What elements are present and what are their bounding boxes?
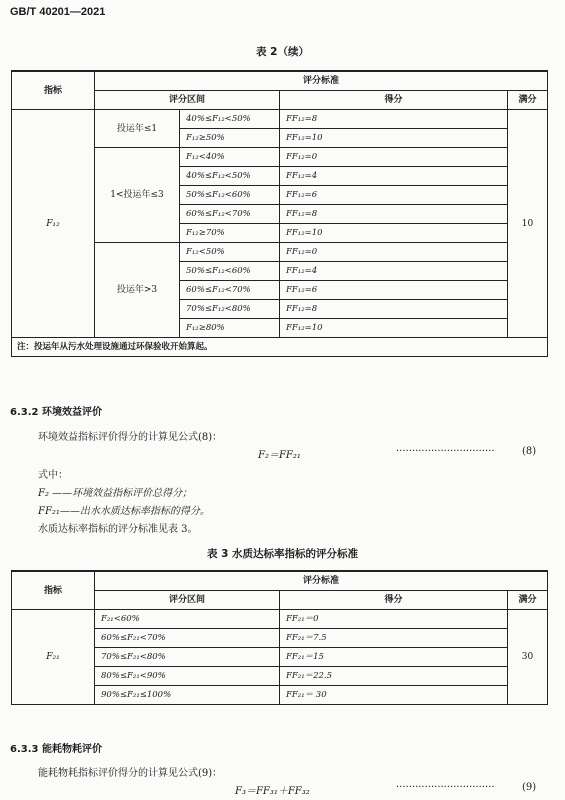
section-633-title: 6.3.3 能耗物耗评价 (10, 744, 102, 755)
table2-indicator: F₁₂ (12, 110, 95, 338)
equation-number-9: (9) (522, 782, 537, 793)
table3-reference: 水质达标率指标的评分标准见表 3。 (38, 524, 198, 535)
formula-9: F₃＝FF₃₁＋FF₃₂ (235, 786, 310, 797)
group-label: 投运年>3 (95, 243, 180, 338)
range-cell: 50%≤F₁₂<60% (180, 186, 280, 205)
score-cell: FF₂₁＝0 (280, 610, 508, 629)
score-cell: FF₁₂=10 (280, 224, 508, 243)
table2-full-score: 10 (508, 110, 548, 338)
score-cell: FF₂₁＝ 30 (280, 686, 508, 705)
table2-h-score: 得分 (280, 91, 508, 110)
score-cell: FF₁₂=4 (280, 167, 508, 186)
equation-number-8: (8) (522, 446, 537, 457)
table3-h-range: 评分区间 (95, 591, 280, 610)
table-row (12, 610, 548, 629)
range-cell: 40%≤F₁₂<50% (180, 110, 280, 129)
score-cell: FF₁₂=10 (280, 319, 508, 338)
range-cell: 60%≤F₁₂<70% (180, 281, 280, 300)
table2-caption: 表 2（续） (256, 46, 309, 58)
table2-note-row (12, 338, 548, 357)
standard-number: GB/T 40201—2021 (10, 6, 106, 18)
table2-h-criteria: 评分标准 (95, 71, 548, 91)
range-cell: F₁₂≥70% (180, 224, 280, 243)
section-633-intro: 能耗物耗指标评价得分的计算见公式(9)： (38, 768, 223, 779)
score-cell: FF₁₂=4 (280, 262, 508, 281)
table2 (11, 70, 548, 357)
table3-h-indicator: 指标 (12, 571, 95, 610)
score-cell: FF₁₂=6 (280, 186, 508, 205)
where-label: 式中： (38, 470, 68, 481)
score-cell: FF₁₂=6 (280, 281, 508, 300)
table2-h-range: 评分区间 (95, 91, 280, 110)
table3-h-full: 满分 (508, 591, 548, 610)
table3-h-score: 得分 (280, 591, 508, 610)
table3-header-row (12, 571, 548, 591)
dot-leader-9: ······························· (396, 782, 495, 793)
score-cell: FF₁₂=10 (280, 129, 508, 148)
table2-h-indicator: 指标 (12, 71, 95, 110)
range-cell: F₁₂<50% (180, 243, 280, 262)
dot-leader-8: ······························· (396, 446, 495, 457)
group-label: 投运年≤1 (95, 110, 180, 148)
table2-note: 注：投运年从污水处理设施通过环保验收开始算起。 (12, 338, 548, 357)
definition-f2: F₂ ——环境效益指标评价总得分； (38, 488, 193, 499)
score-cell: FF₁₂=8 (280, 110, 508, 129)
table3-h-criteria: 评分标准 (95, 571, 548, 591)
table2-h-full: 满分 (508, 91, 548, 110)
score-cell: FF₂₁＝7.5 (280, 629, 508, 648)
section-632-title: 6.3.2 环境效益评价 (10, 407, 102, 418)
score-cell: FF₂₁＝15 (280, 648, 508, 667)
range-cell: 70%≤F₂₁<80% (95, 648, 280, 667)
range-cell: 60%≤F₂₁<70% (95, 629, 280, 648)
table2-header-row (12, 71, 548, 91)
range-cell: 90%≤F₂₁≤100% (95, 686, 280, 705)
range-cell: 70%≤F₁₂<80% (180, 300, 280, 319)
formula-8: F₂＝FF₂₁ (258, 450, 301, 461)
table-row (12, 110, 548, 129)
score-cell: FF₂₁＝22.5 (280, 667, 508, 686)
range-cell: F₁₂<40% (180, 148, 280, 167)
range-cell: 50%≤F₁₂<60% (180, 262, 280, 281)
table3-indicator: F₂₁ (12, 610, 95, 705)
table3-full-score: 30 (508, 610, 548, 705)
range-cell: 60%≤F₁₂<70% (180, 205, 280, 224)
range-cell: F₁₂≥80% (180, 319, 280, 338)
score-cell: FF₁₂=8 (280, 300, 508, 319)
table3-caption: 表 3 水质达标率指标的评分标准 (206, 548, 359, 560)
table3 (11, 570, 548, 705)
section-632-intro: 环境效益指标评价得分的计算见公式(8)： (38, 432, 223, 443)
range-cell: F₂₁<60% (95, 610, 280, 629)
range-cell: 40%≤F₁₂<50% (180, 167, 280, 186)
range-cell: F₁₂≥50% (180, 129, 280, 148)
score-cell: FF₁₂=0 (280, 148, 508, 167)
score-cell: FF₁₂=8 (280, 205, 508, 224)
group-label: 1<投运年≤3 (95, 148, 180, 243)
range-cell: 80%≤F₂₁<90% (95, 667, 280, 686)
score-cell: FF₁₂=0 (280, 243, 508, 262)
definition-ff21: FF₂₁——出水水质达标率指标的得分。 (38, 506, 210, 517)
